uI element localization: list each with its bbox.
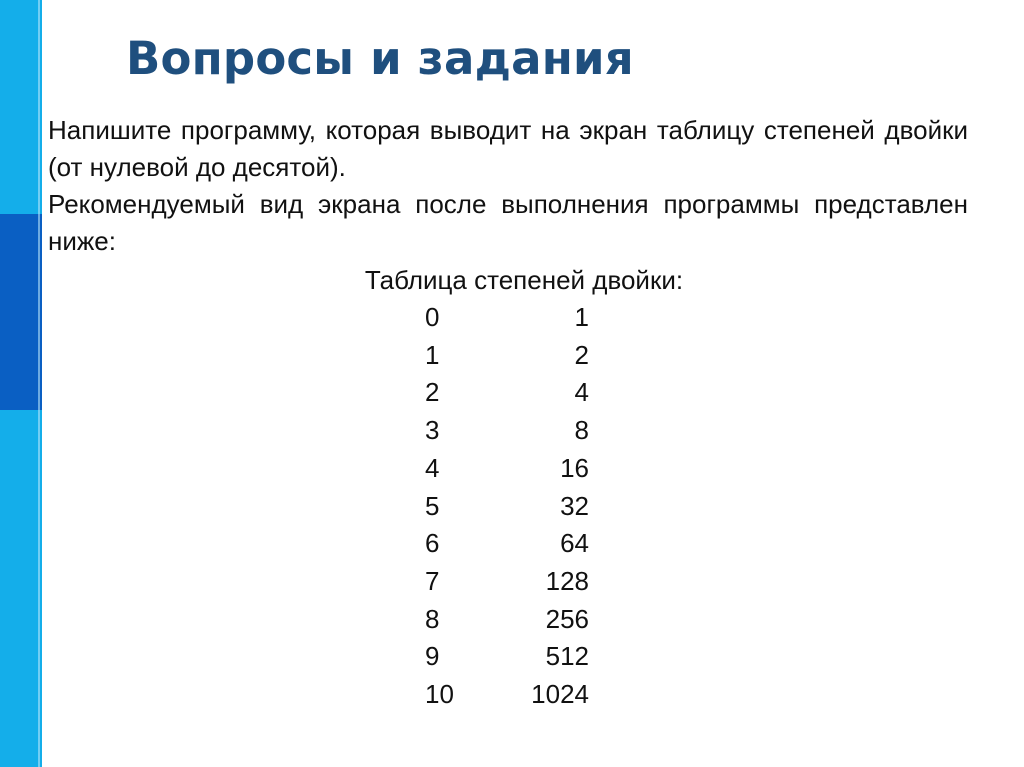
- slide-title: Вопросы и задания: [126, 32, 634, 85]
- left-accent-highlight-line: [38, 0, 40, 767]
- power-value-cell: 512: [545, 641, 589, 672]
- exponent-cell: 6: [425, 528, 440, 559]
- table-row: [425, 488, 589, 526]
- power-value-cell: 256: [545, 603, 589, 634]
- exponent-cell: 3: [425, 415, 440, 446]
- exponent-cell: 5: [425, 490, 440, 521]
- powers-of-two-table: [425, 299, 589, 714]
- task-paragraph: Напишите программу, которая выводит на экран таблицу степеней двойки (от нулевой до десятой).: [48, 115, 968, 182]
- power-value-cell: 64: [560, 528, 589, 559]
- power-value-cell: 4: [574, 377, 589, 408]
- power-value-cell: 32: [560, 490, 589, 521]
- power-value-cell: 1024: [531, 679, 589, 710]
- table-row: [425, 638, 589, 676]
- exponent-cell: 7: [425, 565, 440, 596]
- left-accent-bar: [0, 0, 42, 767]
- exponent-cell: 1: [425, 339, 440, 370]
- table-row: [425, 676, 589, 714]
- exponent-cell: 4: [425, 452, 440, 483]
- table-row: [425, 337, 589, 375]
- table-row: [425, 374, 589, 412]
- power-value-cell: 1: [574, 302, 589, 332]
- power-value-cell: 8: [574, 415, 589, 446]
- table-row: [425, 601, 589, 639]
- exponent-cell: 0: [425, 302, 440, 332]
- table-row: [425, 299, 589, 337]
- table-row: [425, 450, 589, 488]
- exponent-cell: 9: [425, 641, 440, 672]
- table-row: [425, 412, 589, 450]
- exponent-cell: 10: [425, 679, 454, 710]
- exponent-cell: 8: [425, 603, 440, 634]
- power-value-cell: 128: [545, 565, 589, 596]
- slide-content: [48, 112, 968, 710]
- table-row: [425, 525, 589, 563]
- table-row: [425, 563, 589, 601]
- power-value-cell: 2: [574, 339, 589, 370]
- exponent-cell: 2: [425, 377, 440, 408]
- recommendation-paragraph: Рекомендуемый вид экрана после выполнения программы представлен ниже:: [48, 189, 968, 256]
- power-value-cell: 16: [560, 452, 589, 483]
- output-table-title: Таблица степеней двойки:: [364, 265, 684, 295]
- left-accent-dark-block: [0, 214, 42, 410]
